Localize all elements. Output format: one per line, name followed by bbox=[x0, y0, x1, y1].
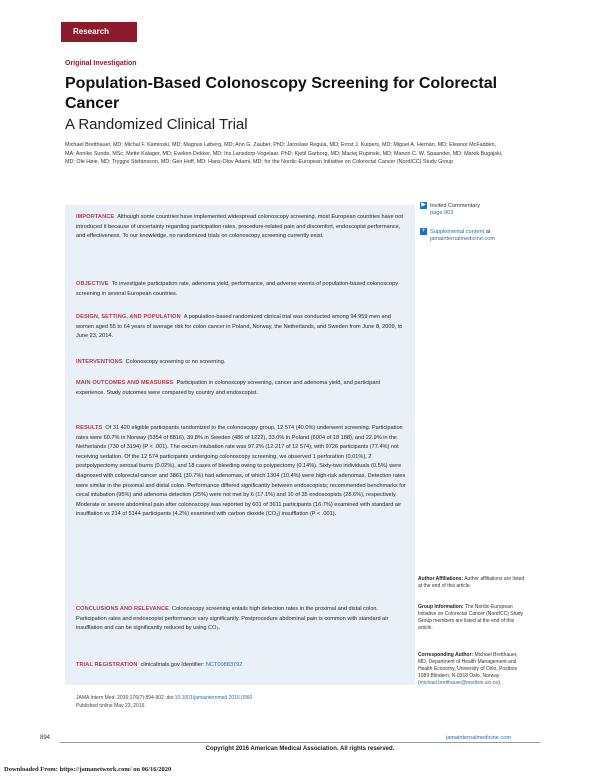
results-heading: RESULTS bbox=[76, 425, 103, 431]
corr-heading: Corresponding Author: bbox=[418, 652, 474, 658]
group-heading: Group Information: bbox=[418, 604, 464, 610]
doi-link[interactable]: 10.1001/jamainternmed.2016.0960 bbox=[174, 695, 253, 701]
author-list: Michael Bretthauer, MD; Michal F. Kaminski, MD; Magnus Løberg, MD; Ann G. Zauber, PhD; Jaroslaw Regula, MD; Ernst J. Kuipers, MD; Miguel A. Hernán, MD; Eleanor McFadden, MA; Annike Sunde, MSc; Mette Kalager, MD; Evelien Dekker, MD; Iris Lansdorp-Vogelaar, PhD; Kjetil Garborg, MD; Maciej Rupinski, MD; Manon C. W. Spaander, MD; Marek Bugajski, MD; Ole Høie, MD; Tryggvi Stefansson, MD; Geir Hoff, MD; Hans-Olov Adami, MD; for the Nordic-European Initiative on Colorectal Cancer (NordICC) Study Group bbox=[65, 142, 503, 166]
design-text: A population-based randomized clinical trial was conducted among 94 959 men and women aged 55 to 64 years of average risk for colon cancer in Poland, Norway, the Netherlands, and Sweden from June 8, 2009, to June 23, 2014. bbox=[76, 314, 403, 340]
footer-divider bbox=[60, 742, 540, 743]
footer-site[interactable]: jamainternalmedicine.com bbox=[446, 735, 511, 741]
objective-text: To investigate participation rate, adenoma yield, performance, and adverse events of population-based colonoscopy screening in several European countries. bbox=[76, 281, 398, 297]
outcomes-heading: MAIN OUTCOMES AND MEASURES bbox=[76, 380, 174, 386]
design-heading: DESIGN, SETTING, AND POPULATION bbox=[76, 314, 181, 320]
conclusions-heading: CONCLUSIONS AND RELEVANCE bbox=[76, 606, 169, 612]
section-banner: Research bbox=[61, 22, 137, 42]
registration-text: clinicaltrials.gov Identifier: bbox=[140, 662, 205, 668]
abstract-importance bbox=[76, 213, 408, 242]
supplemental-label[interactable]: Supplemental content bbox=[430, 228, 485, 235]
trial-id-link[interactable]: NCT00883792 bbox=[205, 662, 243, 668]
abstract-outcomes bbox=[76, 379, 408, 398]
objective-heading: OBJECTIVE bbox=[76, 281, 109, 287]
invited-commentary[interactable] bbox=[420, 202, 480, 217]
results-text: Of 31 420 eligible participants randomized to the colonoscopy group, 12 574 (40.0%) underwent screening. Participation rates were 60.7% in Norway (5354 of 8816), 39.8% in Sweden (486 of 1222), 33.0% in Poland (6004 of 18 188), and 22.9% in the Netherlands (730 of 3194) (P < .001). The cecum intubation rate was 97.2% (12 217 of 12 574), with 9726 participants (77.4%) not receiving sedation. Of the 12 574 participants undergoing colonoscopy screening, we observed 1 perforation (0.01%), 2 postpolypectomy serosal burns (0.02%), and 18 cases of bleeding owing to polypectomy (0.14%). Sixty-two individuals (0.5%) were diagnosed with colorectal cancer and 3861 (30.7%) had adenomas, of which 1304 (10.4%) were high-risk adenomas. Detection rates were similar in the proximal and distal colon. Performance differed significantly between endoscopists; recommended benchmarks for cecal intubation (95%) and adenoma detection (25%) were not met by 6 (17.1%) and 10 of 35 endoscopists (28.6%), respectively. Moderate or severe abdominal pain after colonoscopy was reported by 601 of 3611 participants (16.7%) examined with standard air insufflation vs 214 of 5144 participants (4.2%) examined with carbon dioxide (CO₂) insufflation (P < .001). bbox=[76, 425, 406, 518]
abstract-registration bbox=[76, 661, 408, 671]
download-notice: Downloaded From: https://jamanetwork.com/ on 06/16/2020 bbox=[4, 766, 172, 773]
abstract-conclusions bbox=[76, 605, 408, 634]
abstract-objective bbox=[76, 280, 408, 299]
commentary-page-link[interactable]: page 903 bbox=[430, 209, 454, 216]
abstract-interventions bbox=[76, 358, 408, 368]
abstract-design bbox=[76, 313, 408, 342]
author-aff-text: Author affiliations are listed at the end of this article. bbox=[418, 576, 525, 589]
article-title: Population-Based Colonoscopy Screening for Colorectal Cancer bbox=[65, 75, 498, 112]
corr-close: ). bbox=[498, 680, 502, 686]
journal-citation bbox=[76, 695, 396, 710]
abstract-box bbox=[65, 205, 415, 685]
corresponding-author bbox=[418, 652, 526, 687]
commentary-label: Invited Commentary bbox=[430, 202, 481, 209]
page-number: 894 bbox=[40, 735, 51, 741]
arrow-icon: ▶ bbox=[421, 202, 426, 208]
plus-icon: + bbox=[421, 228, 426, 234]
corr-text: Michael Bretthauer, MD, Department of Health Management and Health Economy, University of Oslo, Postbox 1089 Blindern, N-0318 Oslo, Norway ( bbox=[418, 652, 518, 686]
abstract-results bbox=[76, 424, 408, 520]
citation-text: JAMA Intern Med. 2016;176(7):894-902. doi: bbox=[76, 695, 175, 701]
article-type: Original Investigation bbox=[65, 60, 137, 67]
importance-heading: IMPORTANCE bbox=[76, 214, 115, 220]
supplemental-content[interactable] bbox=[420, 228, 495, 243]
interventions-heading: INTERVENTIONS bbox=[76, 359, 123, 365]
supplemental-at: at bbox=[485, 228, 491, 235]
conclusions-text: Colonoscopy screening entails high detection rates in the proximal and distal colon. Participation rates and endoscopist performance vary significantly. Postprocedure abdominal pain is common with standard air insufflation and can be significantly reduced by using CO₂. bbox=[76, 606, 389, 632]
article-subtitle: A Randomized Clinical Trial bbox=[65, 116, 248, 133]
supplemental-site-link[interactable]: jamainternalmedicine.com bbox=[430, 235, 495, 242]
copyright-notice: Copyright 2016 American Medical Association. All rights reserved. bbox=[205, 746, 395, 752]
published-date: Published online May 23, 2016. bbox=[76, 702, 146, 709]
interventions-text: Colonoscopy screening or no screening. bbox=[125, 359, 226, 365]
outcomes-text: Participation in colonoscopy screening, cancer and adenoma yield, and participant experience. Study outcomes were compared by country and endoscopist. bbox=[76, 380, 381, 396]
registration-heading: TRIAL REGISTRATION bbox=[76, 662, 138, 668]
importance-text: Although some countries have implemented widespread colonoscopy screening, most European countries have not introduced it because of uncertainty regarding participation rates, procedure-related pain and discomfort, endoscopist performance, and effectiveness. To our knowledge, no randomized trials on colonoscopy screening currently exist. bbox=[76, 214, 403, 240]
corr-email-link[interactable]: michael.bretthauer@medisin.uio.no bbox=[419, 680, 499, 686]
group-text: The Nordic-European Initiative on Colorectal Cancer (NordICC) Study Group members are listed at the end of this article. bbox=[418, 604, 524, 631]
group-information bbox=[418, 604, 526, 632]
author-affiliations bbox=[418, 576, 526, 590]
author-aff-heading: Author Affiliations: bbox=[418, 576, 464, 582]
